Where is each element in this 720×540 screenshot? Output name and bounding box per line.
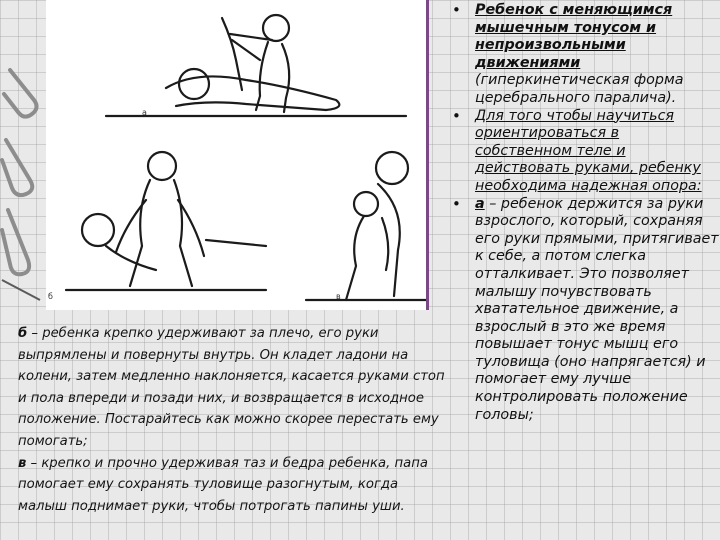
exercise-letter-c: в	[18, 455, 27, 471]
caption-text	[18, 323, 446, 517]
figure-label-b: б	[48, 292, 53, 301]
bullet-item-a	[446, 196, 720, 425]
caption-b	[18, 323, 446, 453]
exercise-letter-a: а	[475, 195, 485, 212]
paperclip-icon	[0, 60, 46, 310]
bullet-list	[446, 2, 720, 522]
condition-note: (гиперкинетическая форма церебрального паралича).	[475, 72, 684, 106]
figure-label-a: а	[142, 108, 147, 117]
condition-title: Ребенок с меняющимся мышечным тонусом и непроизвольными движениями	[475, 2, 673, 71]
caption-c	[18, 453, 446, 518]
exercise-text-b: – ребенка крепко удерживают за плечо, его руки выпрямлены и повернуты внутрь. Он кладет ладони на колени, затем медленно наклоняется, касается руками стоп и пола впереди и позади них, и возвращается в исходное положение. Постарайтесь как можно скорее перестать ему помогать;	[18, 326, 445, 449]
exercise-text-a: – ребенок держится за руки взрослого, который, сохраняя его руки прямыми, притягивает к себе, а потом слегка отталкивает. Это позволяет малышу почувствовать хватательное движение, а взрослый в это же время повышает тонус мышц его туловища (оно напрягается) и помогает ему лучше контролировать положение головы;	[475, 195, 719, 423]
exercise-text-c: – крепко и прочно удерживая таз и бедра ребенка, папа помогает ему сохранять туловище разогнутым, когда малыш поднимает руки, чтобы потрогать папины уши.	[18, 455, 428, 514]
bullet-item-support	[446, 108, 720, 196]
figure-label-c: в	[336, 292, 341, 301]
exercise-letter-b: б	[18, 326, 28, 341]
exercise-illustration	[46, 0, 426, 310]
illustration-panel	[46, 0, 429, 310]
support-text: Для того чтобы научиться ориентироваться в собственном теле и действовать руками, ребенку необходима надежная опора:	[475, 107, 702, 194]
bullet-item-condition	[446, 2, 720, 108]
